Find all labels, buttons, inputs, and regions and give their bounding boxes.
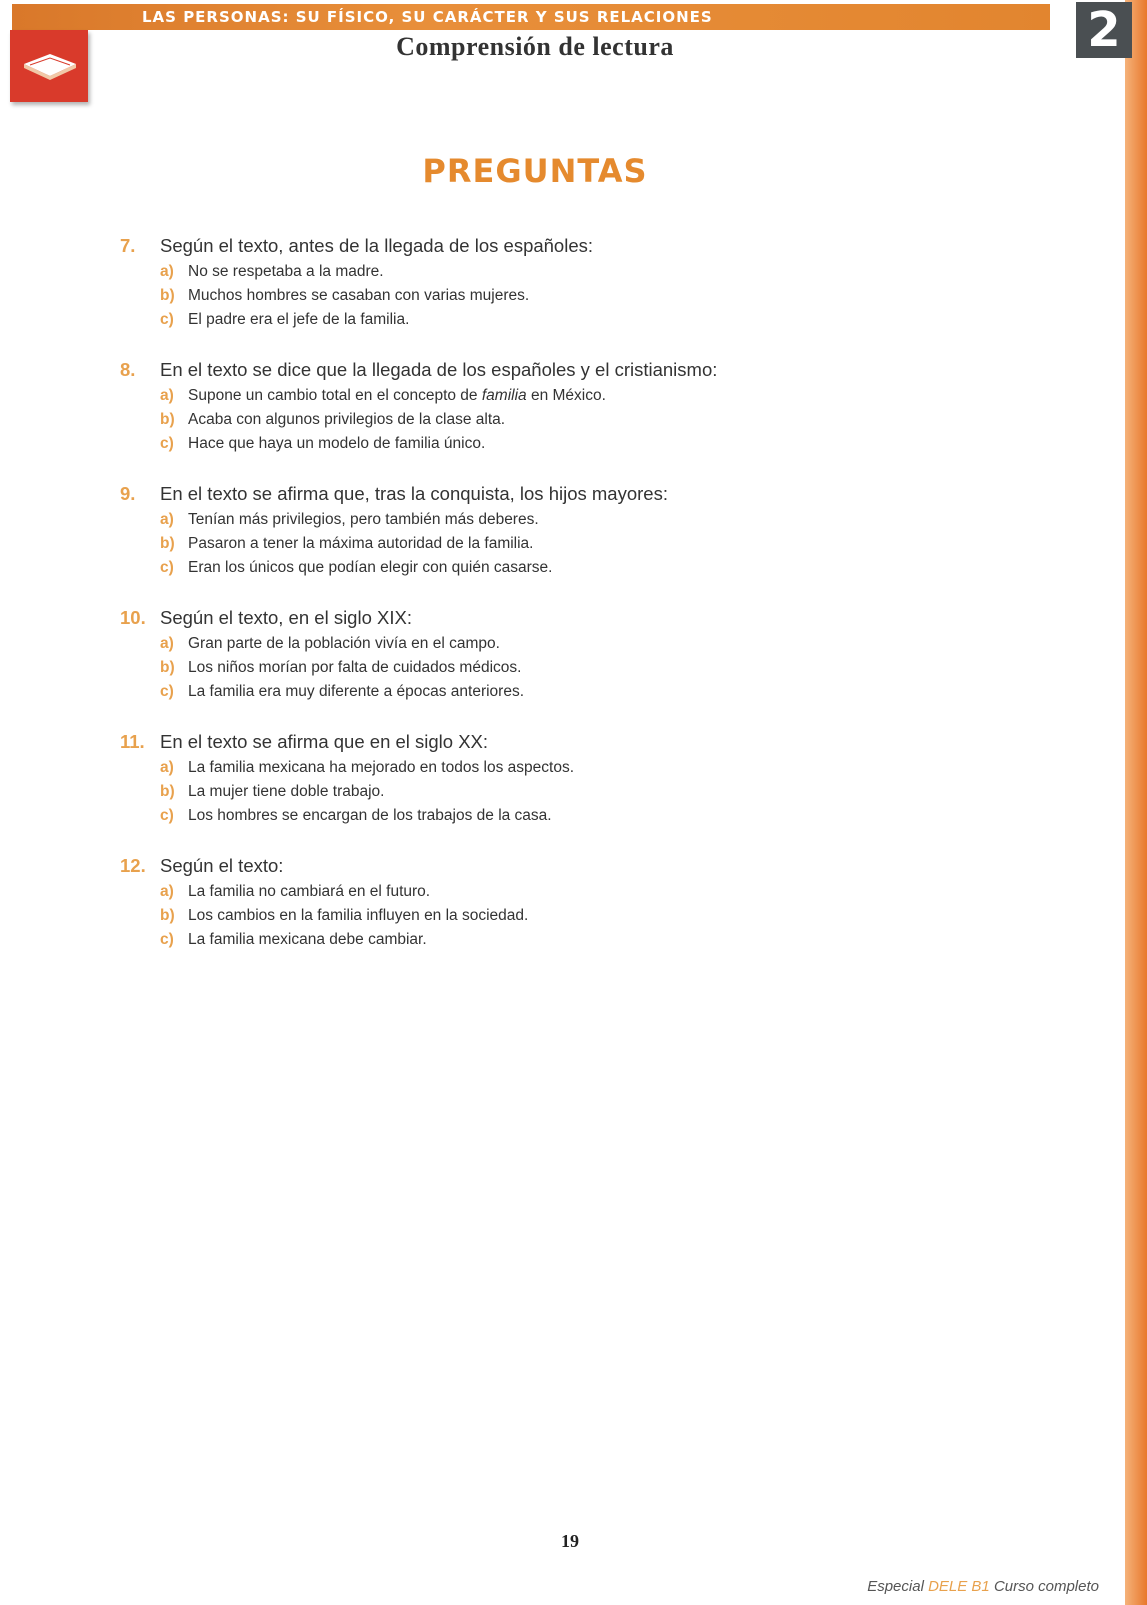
question-item: [120, 483, 820, 583]
option-letter: b): [160, 659, 175, 676]
option-item: [160, 311, 820, 335]
top-banner: [12, 4, 1050, 30]
question-number: 11.: [120, 731, 145, 752]
options-list: [160, 387, 820, 459]
option-item: [160, 559, 820, 583]
question-number: 8.: [120, 359, 136, 380]
option-item: [160, 807, 820, 831]
option-letter: c): [160, 807, 174, 824]
option-letter: a): [160, 263, 174, 280]
option-text-part: en México.: [526, 387, 606, 404]
questions-heading: PREGUNTAS: [422, 152, 648, 190]
question-row: [120, 731, 820, 753]
option-letter: b): [160, 287, 175, 304]
options-list: [160, 635, 820, 707]
options-list: [160, 511, 820, 583]
footer-credit: [867, 1578, 1099, 1595]
option-letter: c): [160, 931, 174, 948]
option-text: Eran los únicos que podían elegir con quién casarse.: [188, 559, 553, 576]
option-text-part: Supone un cambio total en el concepto de: [188, 387, 482, 404]
page-number: 19: [561, 1531, 579, 1551]
option-text: La familia no cambiará en el futuro.: [188, 883, 431, 900]
footer-credit-prefix: Especial: [867, 1578, 929, 1595]
option-letter: c): [160, 559, 174, 576]
option-letter: b): [160, 783, 175, 800]
question-row: [120, 235, 820, 257]
option-text: Hace que haya un modelo de familia único.: [188, 435, 486, 452]
option-letter: a): [160, 635, 174, 652]
banner-title: LAS PERSONAS: SU FÍSICO, SU CARÁCTER Y SUS RELACIONES: [142, 8, 713, 26]
question-item: [120, 235, 820, 335]
question-row: [120, 607, 820, 629]
option-item: [160, 435, 820, 459]
question-text: Según el texto:: [160, 855, 284, 876]
option-letter: a): [160, 511, 174, 528]
option-item: [160, 759, 820, 783]
footer-credit-suffix: Curso completo: [989, 1578, 1099, 1595]
option-item: [160, 883, 820, 907]
option-item: [160, 635, 820, 659]
option-text: Acaba con algunos privilegios de la clase alta.: [188, 411, 506, 428]
option-letter: b): [160, 535, 175, 552]
option-letter: a): [160, 387, 174, 404]
options-list: [160, 883, 820, 955]
option-text: Gran parte de la población vivía en el campo.: [188, 635, 500, 652]
option-item: [160, 683, 820, 707]
option-letter: b): [160, 411, 175, 428]
option-text: Muchos hombres se casaban con varias mujeres.: [188, 287, 530, 304]
option-item: [160, 263, 820, 287]
option-letter: a): [160, 759, 174, 776]
option-text: La familia mexicana debe cambiar.: [188, 931, 427, 948]
question-number: 12.: [120, 855, 146, 876]
question-item: [120, 607, 820, 707]
question-number: 7.: [120, 235, 136, 256]
chapter-badge: 2: [1076, 2, 1132, 58]
option-letter: c): [160, 683, 174, 700]
option-text: La familia era muy diferente a épocas anteriores.: [188, 683, 525, 700]
question-row: [120, 855, 820, 877]
option-item: [160, 387, 820, 411]
question-number: 10.: [120, 607, 146, 628]
question-item: [120, 855, 820, 955]
option-letter: b): [160, 907, 175, 924]
option-text: Los cambios en la familia influyen en la sociedad.: [188, 907, 529, 924]
option-text: [188, 387, 820, 405]
options-list: [160, 759, 820, 831]
option-item: [160, 783, 820, 807]
option-item: [160, 411, 820, 435]
question-row: [120, 483, 820, 505]
question-number: 9.: [120, 483, 136, 504]
option-item: [160, 907, 820, 931]
option-text: Los hombres se encargan de los trabajos de la casa.: [188, 807, 552, 824]
option-text-emphasis: familia: [481, 387, 527, 404]
option-text: Tenían más privilegios, pero también más deberes.: [188, 511, 539, 528]
footer-credit-brand: DELE B1: [928, 1578, 990, 1595]
page-edge-strip: [1125, 0, 1147, 1605]
option-item: [160, 511, 820, 535]
question-text: En el texto se afirma que en el siglo XX:: [160, 731, 489, 752]
option-text: El padre era el jefe de la familia.: [188, 311, 410, 328]
section-title: Comprensión de lectura: [396, 32, 674, 61]
option-item: [160, 287, 820, 311]
options-list: [160, 263, 820, 335]
option-text: La mujer tiene doble trabajo.: [188, 783, 385, 800]
option-item: [160, 931, 820, 955]
question-item: [120, 359, 820, 459]
option-text: La familia mexicana ha mejorado en todos los aspectos.: [188, 759, 574, 776]
question-text: En el texto se afirma que, tras la conquista, los hijos mayores:: [160, 483, 668, 504]
option-letter: a): [160, 883, 174, 900]
option-letter: c): [160, 311, 174, 328]
question-text: Según el texto, antes de la llegada de los españoles:: [160, 235, 594, 256]
questions-list: [120, 235, 820, 979]
option-letter: c): [160, 435, 174, 452]
question-text: Según el texto, en el siglo XIX:: [160, 607, 412, 628]
option-item: [160, 659, 820, 683]
question-text: En el texto se dice que la llegada de los españoles y el cristianismo:: [160, 359, 718, 380]
question-item: [120, 731, 820, 831]
option-text: Los niños morían por falta de cuidados médicos.: [188, 659, 522, 676]
option-text: No se respetaba a la madre.: [188, 263, 384, 280]
question-row: [120, 359, 820, 381]
option-item: [160, 535, 820, 559]
option-text: Pasaron a tener la máxima autoridad de la familia.: [188, 535, 534, 552]
